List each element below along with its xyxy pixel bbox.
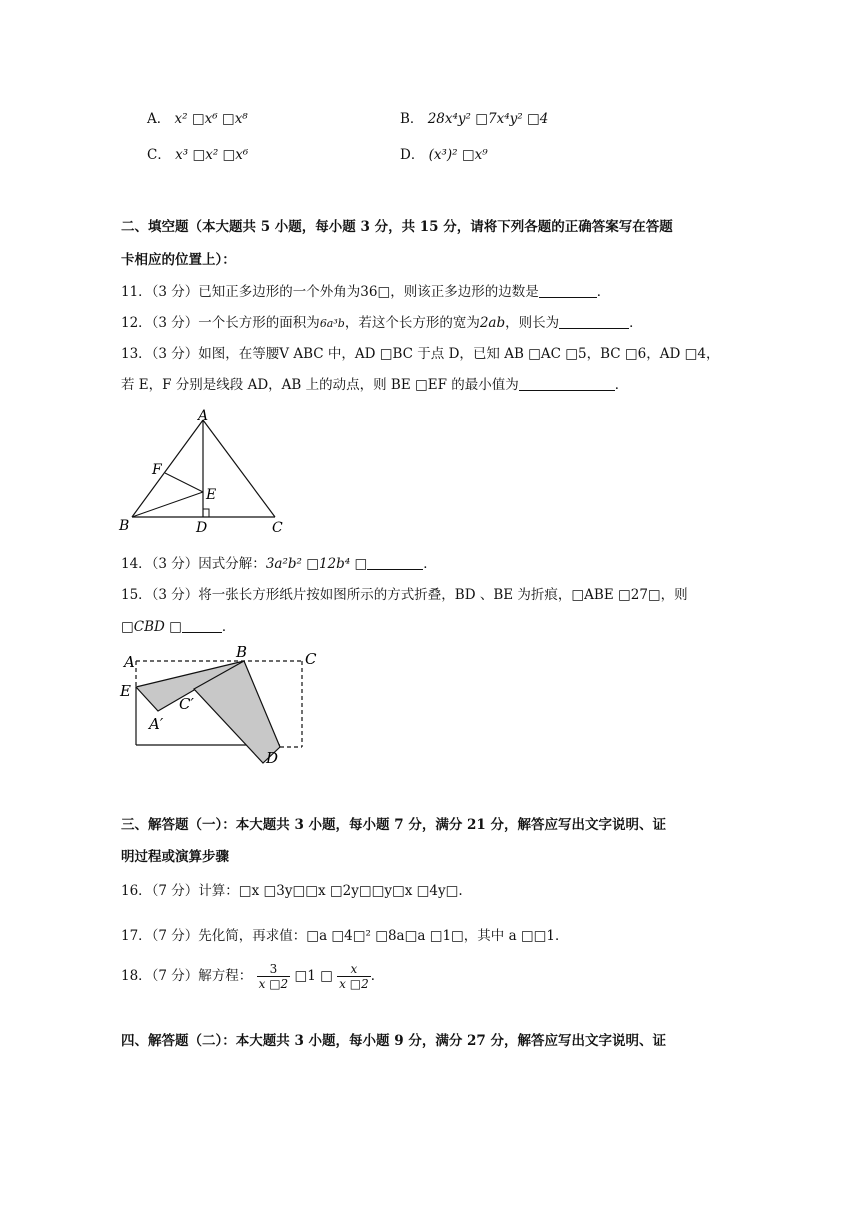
option-a-label: A．	[147, 111, 171, 127]
answer-blank	[182, 620, 222, 633]
label-c: C	[305, 650, 317, 668]
label-a: A	[198, 408, 209, 424]
question-13-text: 若 E，F 分别是线段 AD，AB 上的动点，则 BE □EF 的最小值为	[121, 377, 519, 393]
question-15-line2: □CBD □ ．	[121, 619, 236, 635]
question-15-line1: 15．（3 分）将一张长方形纸片按如图所示的方式折叠，BD 、BE 为折痕，□ABE □27□，则	[121, 587, 688, 603]
fraction-2-denominator: x □2	[339, 977, 369, 991]
fraction-1	[257, 962, 291, 991]
section2-heading-line1: 二、填空题（本大题共 5 小题，每小题 3 分，共 15 分，请将下列各题的正确答案写在答题	[121, 219, 673, 235]
question-12-text-3: ，则长为	[505, 315, 560, 331]
question-12: 12．（3 分）一个长方形的面积为6a³b，若这个长方形的宽为2ab，则长为 ．	[121, 315, 643, 331]
section4-heading-line1: 四、解答题（二）：本大题共 3 小题，每小题 9 分，满分 27 分，解答应写出文字说明、证	[121, 1033, 667, 1049]
label-b: B	[119, 518, 130, 534]
label-d: D	[196, 520, 208, 536]
label-c-prime: C′	[179, 695, 194, 713]
label-a: A	[124, 653, 135, 671]
question-13-line1: 13．（3 分）如图，在等腰V ABC 中，AD □BC 于点 D，已知 AB □AC □5，BC □6，AD □4，	[121, 346, 720, 362]
question-12-text-2: ，若这个长方形的宽为	[344, 315, 480, 331]
question-15-text: □CBD □	[121, 619, 182, 635]
label-e: E	[120, 682, 131, 700]
option-a	[147, 111, 248, 127]
option-d-label: D．	[400, 147, 425, 163]
label-b: B	[236, 645, 248, 661]
label-d: D	[266, 749, 279, 767]
question-12-width-expr: 2ab	[479, 315, 506, 331]
option-b	[400, 111, 548, 127]
option-b-text: 28x⁴y² □7x⁴y² □4	[427, 111, 549, 127]
question-18	[121, 958, 384, 994]
label-e: E	[206, 487, 217, 503]
fraction-2-numerator: x	[337, 962, 371, 977]
question-17: 17．（7 分）先化简，再求值：□a □4□² □8a□a □1□，其中 a □□1．	[121, 928, 569, 944]
triangle-figure	[110, 408, 300, 538]
question-18-mid: □1 □	[294, 968, 333, 984]
question-12-area-expr: 6a³b	[319, 317, 345, 330]
question-14: 14．（3 分）因式分解：3a²b² □12b⁴ □ ．	[121, 556, 437, 572]
question-12-text: 12．（3 分）一个长方形的面积为	[121, 315, 320, 331]
question-18-text: 18．（7 分）解方程：	[121, 968, 253, 984]
question-18-end: ．	[370, 968, 385, 984]
option-c-text: x³ □x² □x⁶	[175, 147, 249, 163]
section3-heading-line2: 明过程或演算步骤	[121, 849, 229, 865]
option-a-text: x² □x⁶ □x⁸	[174, 111, 248, 127]
answer-blank	[519, 378, 615, 391]
fraction-1-denominator: x □2	[258, 977, 289, 991]
option-d	[400, 147, 488, 163]
option-c-label: C．	[147, 147, 171, 163]
question-11: 11．（3 分）已知正多边形的一个外角为36□，则该正多边形的边数是 ．	[121, 284, 611, 300]
fraction-2	[337, 962, 371, 991]
question-14-text: 14．（3 分）因式分解：	[121, 556, 266, 572]
label-f: F	[152, 462, 162, 478]
question-13-line2: 若 E，F 分别是线段 AD，AB 上的动点，则 BE □EF 的最小值为 ．	[121, 377, 629, 393]
question-16: 16．（7 分）计算：□x □3y□□x □2y□□y□x □4y□.	[121, 883, 463, 899]
answer-blank	[559, 316, 629, 329]
fraction-1-numerator: 3	[257, 962, 291, 977]
label-a-prime: A′	[149, 715, 164, 733]
answer-blank	[539, 285, 597, 298]
option-c	[147, 147, 248, 163]
question-14-expr: 3a²b² □12b⁴ □	[265, 556, 368, 572]
answer-blank	[367, 557, 423, 570]
option-b-label: B．	[400, 111, 424, 127]
label-c: C	[272, 520, 283, 536]
section2-heading-line2: 卡相应的位置上）：	[121, 252, 236, 268]
folding-figure	[118, 645, 328, 770]
section3-heading-line1: 三、解答题（一）：本大题共 3 小题，每小题 7 分，满分 21 分，解答应写出文字说明、证	[121, 817, 667, 833]
question-11-text: 11．（3 分）已知正多边形的一个外角为36□，则该正多边形的边数是	[121, 284, 539, 300]
option-d-text: (x³)² □x⁹	[428, 147, 488, 163]
